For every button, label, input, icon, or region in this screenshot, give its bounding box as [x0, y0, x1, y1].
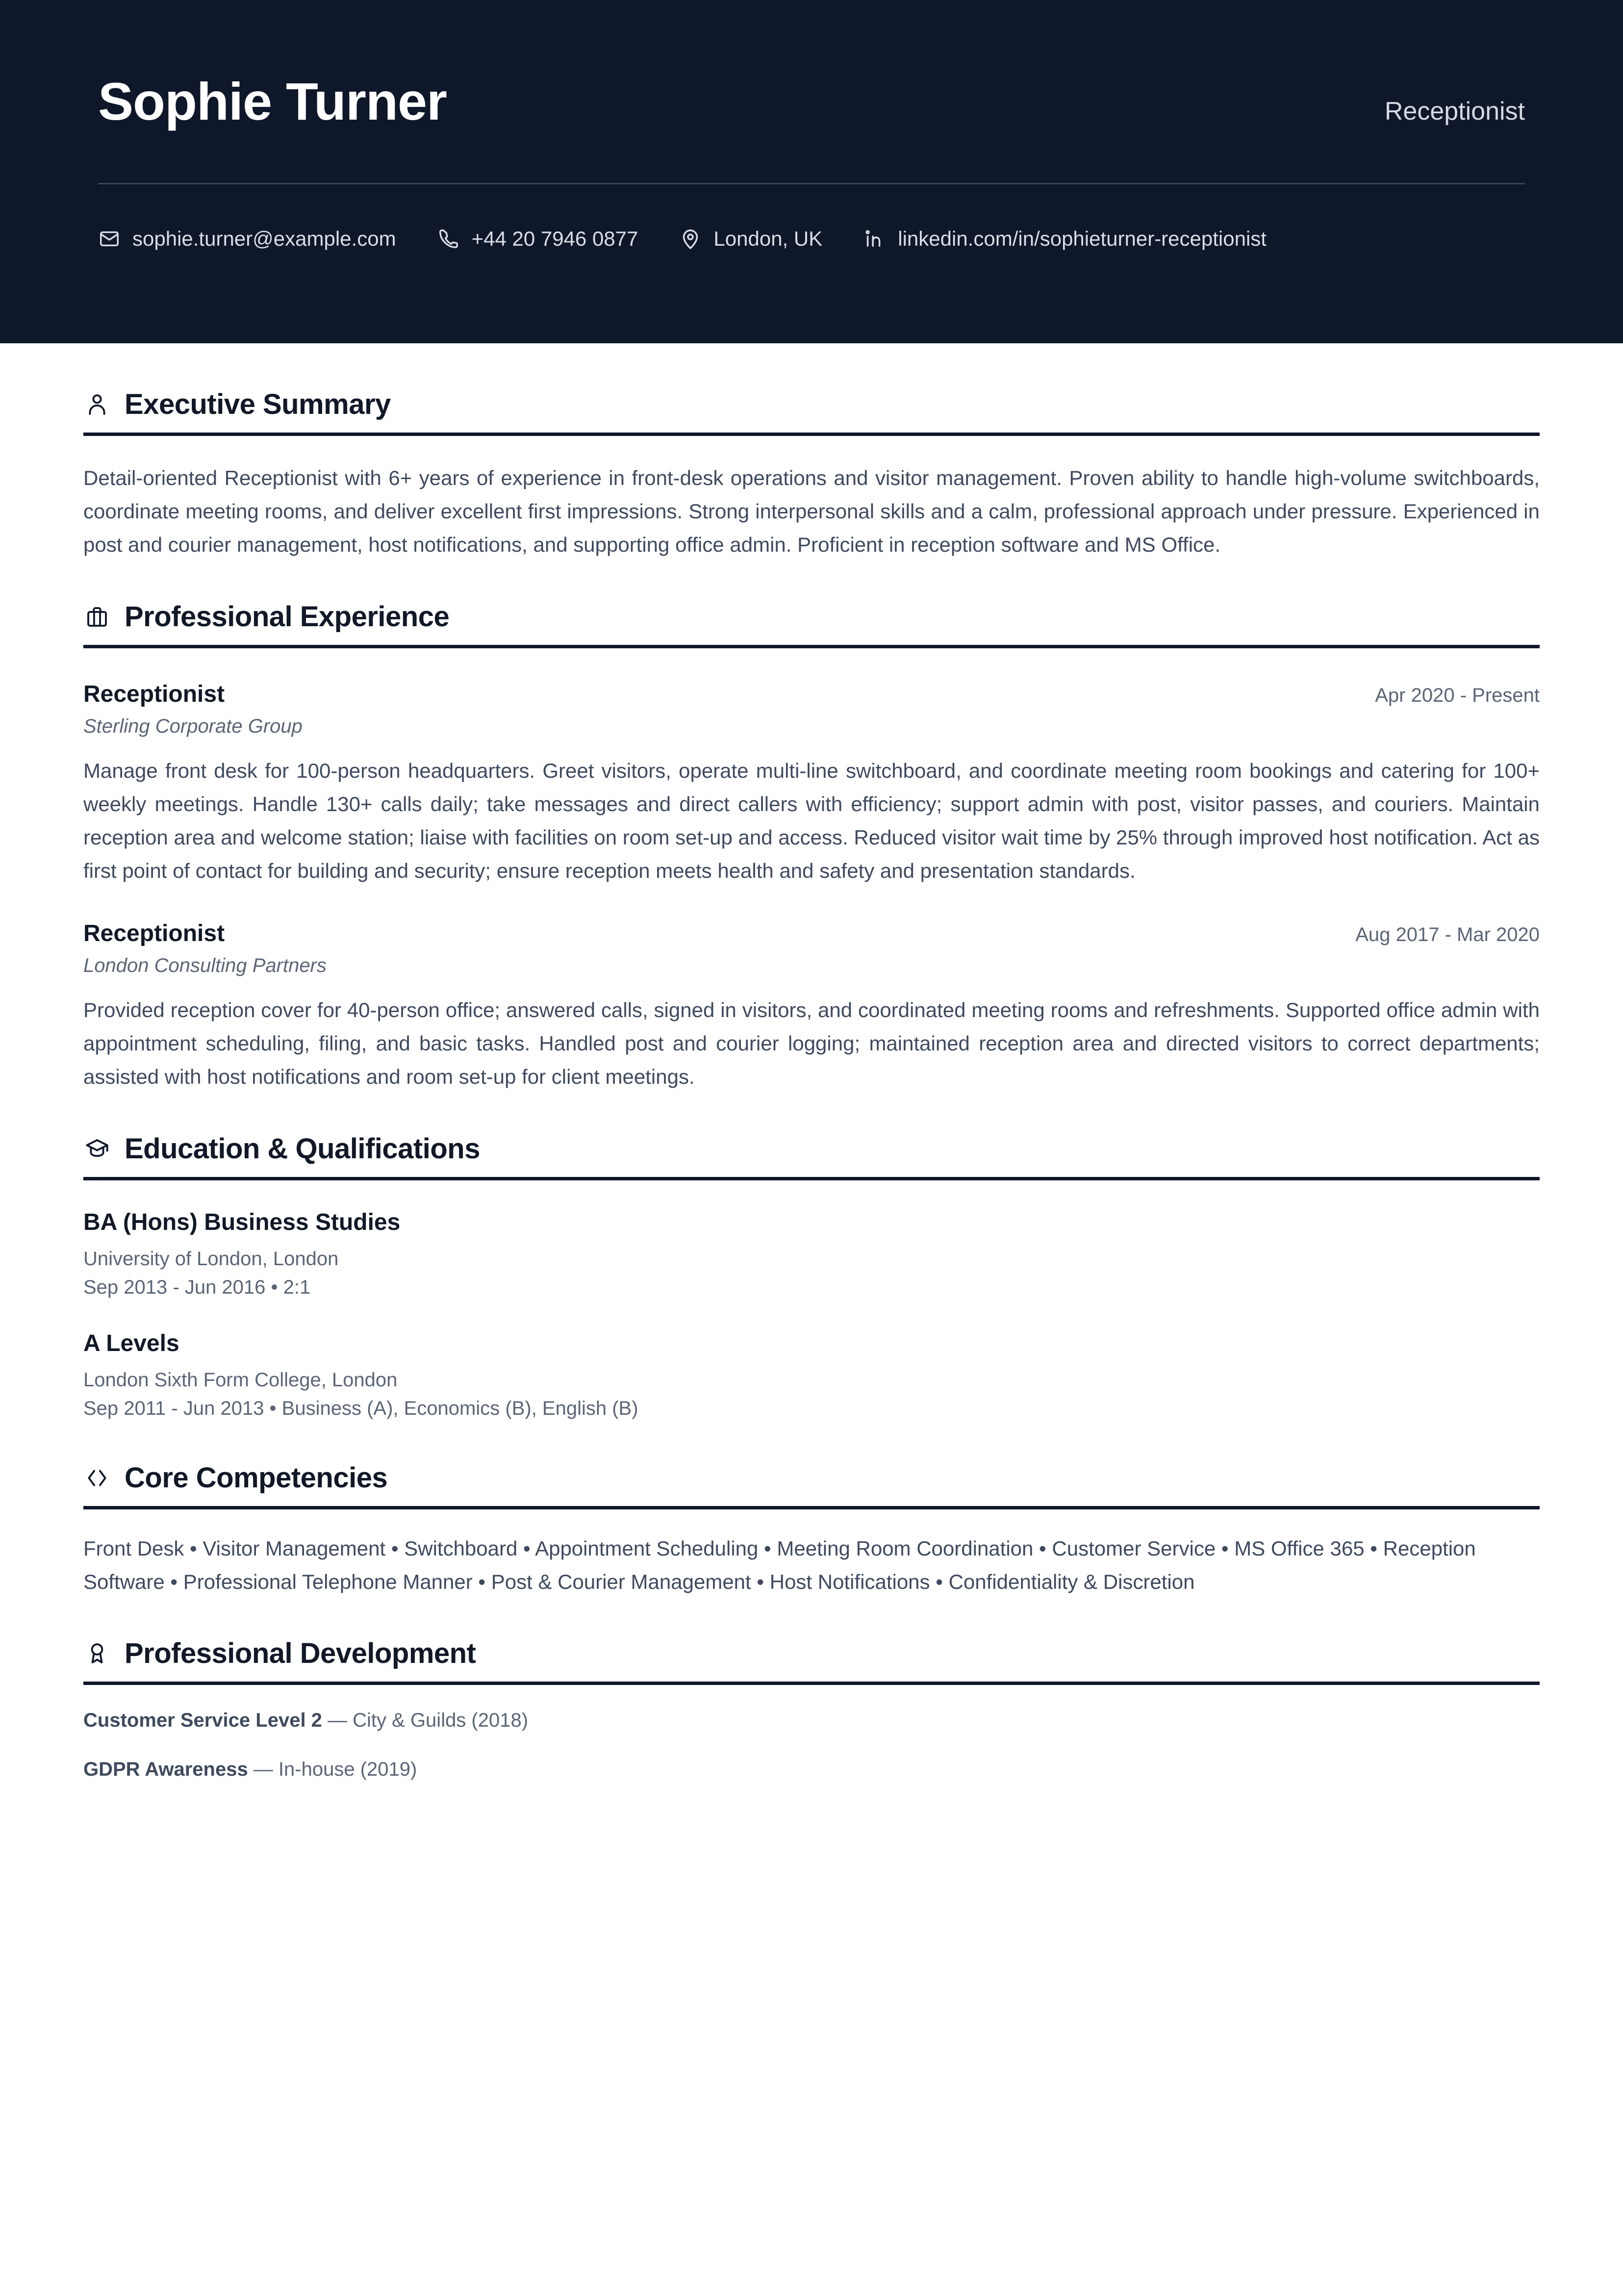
- certification-name: GDPR Awareness: [83, 1758, 248, 1780]
- education-item: [83, 1209, 1540, 1301]
- section-underline: [83, 1506, 1540, 1509]
- experience-item-header: [83, 920, 1540, 947]
- section-underline: [83, 433, 1540, 436]
- section-header: [83, 1639, 1540, 1668]
- experience-description: Provided reception cover for 40-person office; answered calls, signed in visitors, and coordinated meeting rooms and refreshments. Supported office admin with appointment scheduling, filing, and basic tasks. Handled post and courier logging; maintained reception area and directed visitors to correct departments; assisted with host notifications and room set-up for client meetings.: [83, 998, 1540, 1089]
- section-header: [83, 603, 1540, 631]
- education-item: [83, 1330, 1540, 1423]
- section-title-development: Professional Development: [125, 1637, 476, 1669]
- contact-location: [679, 228, 822, 250]
- contact-phone-text: +44 20 7946 0877: [471, 227, 638, 251]
- section-core-competencies: [83, 1464, 1540, 1598]
- education-meta: Sep 2013 - Jun 2016 • 2:1: [83, 1276, 311, 1299]
- summary-paragraph: Detail-oriented Receptionist with 6+ years of experience in front-desk operations and visitor management. Proven ability to handle high-volume switchboards, coordinate meeting rooms, and deliver excellent first impressions. Strong interpersonal skills and a calm, professional approach under pressure. Experienced in post and courier management, host notifications, and supporting office admin. Proficient in reception software and MS Office.: [83, 466, 1540, 557]
- contact-email[interactable]: [98, 228, 396, 250]
- section-executive-summary: [83, 390, 1540, 561]
- candidate-job-title: Receptionist: [1384, 97, 1525, 126]
- experience-role: Receptionist: [83, 920, 225, 947]
- certification-issuer: — City & Guilds (2018): [322, 1709, 529, 1731]
- education-meta: Sep 2011 - Jun 2013 • Business (A), Economics (B), English (B): [83, 1398, 638, 1420]
- section-professional-development: [83, 1639, 1540, 1783]
- linkedin-icon: [863, 228, 886, 250]
- certification-item: [83, 1756, 1540, 1783]
- education-degree: A Levels: [83, 1330, 179, 1357]
- experience-item: [83, 681, 1540, 888]
- contact-location-text: London, UK: [713, 227, 823, 251]
- section-title-summary: Executive Summary: [125, 388, 391, 420]
- contact-phone[interactable]: [437, 228, 638, 250]
- experience-description: Manage front desk for 100-person headquarters. Greet visitors, operate multi-line switchboard, and coordinate meeting room bookings and catering for 100+ weekly meetings. Handle 130+ calls daily; take messages and direct callers with efficiency; support admin with post, visitor passes, and couriers. Maintain reception area and welcome station; liaise with facilities on room set-up and access. Reduced visitor wait time by 25% through improved host notification. Act as first point of contact for building and security; ensure reception meets health and safety and presentation standards.: [83, 759, 1540, 883]
- envelope-icon: [98, 228, 121, 250]
- contact-linkedin[interactable]: [863, 228, 1267, 250]
- section-education: [83, 1135, 1540, 1423]
- competencies-list: Front Desk • Visitor Management • Switchboard • Appointment Scheduling • Meeting Room Coordination • Customer Service • MS Office 365 • Reception Software • Professional Telephone Manner • Post & Courier Management • Host Notifications • Confidentiality & Discretion: [83, 1537, 1476, 1593]
- phone-icon: [437, 228, 460, 250]
- contact-row: [98, 228, 1525, 250]
- certification-item: [83, 1707, 1540, 1734]
- header-top-row: [98, 74, 1525, 129]
- experience-dates: Aug 2017 - Mar 2020: [1355, 924, 1540, 946]
- section-title-education: Education & Qualifications: [125, 1133, 480, 1165]
- graduation-cap-icon: [83, 1135, 111, 1163]
- section-underline: [83, 1177, 1540, 1180]
- code-brackets-icon: [83, 1464, 111, 1492]
- section-title-competencies: Core Competencies: [125, 1462, 388, 1494]
- section-header: [83, 390, 1540, 419]
- experience-role: Receptionist: [83, 681, 225, 708]
- education-school: London Sixth Form College, London: [83, 1369, 398, 1391]
- experience-item-header: [83, 681, 1540, 708]
- location-pin-icon: [679, 228, 702, 250]
- certification-issuer: — In-house (2019): [248, 1758, 417, 1780]
- education-school: University of London, London: [83, 1248, 339, 1270]
- contact-linkedin-text: linkedin.com/in/sophieturner-receptionist: [898, 227, 1267, 251]
- section-title-experience: Professional Experience: [125, 601, 450, 633]
- resume-body: [0, 390, 1623, 1783]
- experience-item: [83, 920, 1540, 1094]
- person-icon: [83, 391, 111, 418]
- section-underline: [83, 1682, 1540, 1685]
- header-divider: [98, 183, 1525, 184]
- briefcase-icon: [83, 603, 111, 631]
- resume-header: [0, 0, 1623, 343]
- section-header: [83, 1135, 1540, 1163]
- contact-email-text: sophie.turner@example.com: [132, 227, 396, 251]
- education-degree: BA (Hons) Business Studies: [83, 1209, 401, 1236]
- section-professional-experience: [83, 603, 1540, 1094]
- candidate-name: Sophie Turner: [98, 72, 447, 131]
- certification-name: Customer Service Level 2: [83, 1709, 322, 1731]
- experience-company: Sterling Corporate Group: [83, 715, 303, 738]
- experience-dates: Apr 2020 - Present: [1375, 685, 1540, 707]
- experience-company: London Consulting Partners: [83, 955, 327, 977]
- award-ribbon-icon: [83, 1640, 111, 1667]
- section-header: [83, 1464, 1540, 1492]
- section-underline: [83, 645, 1540, 648]
